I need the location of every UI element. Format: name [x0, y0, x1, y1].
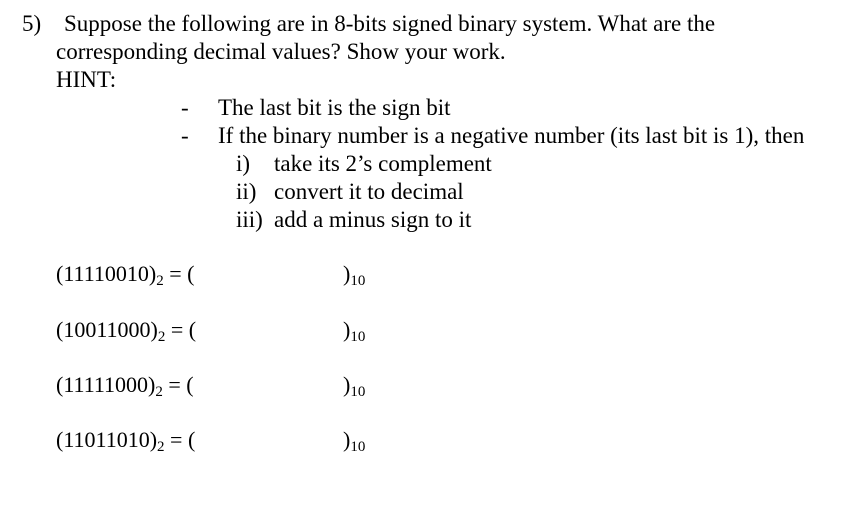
- problem-4-close: [343, 426, 365, 454]
- problem-4: [56, 426, 195, 454]
- problem-2: [56, 316, 196, 344]
- binary-value: (11110010): [56, 261, 157, 286]
- close-paren: ): [343, 261, 351, 286]
- question-number: 5): [22, 11, 42, 36]
- close-paren: ): [343, 427, 351, 452]
- equals-open: = (: [162, 372, 194, 397]
- hint-text-2: If the binary number is a negative number (its last bit is 1), then: [218, 123, 805, 148]
- step-text-1: take its 2’s complement: [274, 151, 492, 176]
- close-paren: ): [343, 372, 351, 397]
- base-out: 10: [350, 329, 366, 345]
- step-text-2: convert it to decimal: [274, 179, 464, 204]
- binary-value: (10011000): [56, 317, 158, 342]
- hint-text-1: The last bit is the sign bit: [218, 95, 451, 120]
- step-number-3: iii): [236, 207, 263, 232]
- equals-open: = (: [165, 317, 197, 342]
- question-text-line-1: Suppose the following are in 8-bits signed binary system. What are the: [64, 11, 716, 36]
- base-in: 2: [157, 329, 166, 345]
- step-number-2: ii): [236, 179, 257, 204]
- question-text-line-2: corresponding decimal values? Show your work.: [56, 39, 506, 64]
- problem-3: [56, 371, 194, 399]
- hint-dash-2: -: [181, 123, 189, 148]
- binary-value: (11111000): [56, 372, 156, 397]
- base-out: 10: [350, 384, 366, 400]
- base-in: 2: [155, 384, 163, 400]
- equals-open: = (: [164, 427, 196, 452]
- problem-2-close: [343, 316, 365, 344]
- problem-1: [56, 260, 194, 288]
- hint-dash-1: -: [181, 95, 189, 120]
- base-out: 10: [350, 273, 366, 289]
- close-paren: ): [343, 317, 351, 342]
- binary-value: (11011010): [56, 427, 158, 452]
- step-text-3: add a minus sign to it: [274, 207, 472, 232]
- base-out: 10: [350, 439, 366, 455]
- base-in: 2: [156, 273, 164, 289]
- hint-label: HINT:: [56, 67, 117, 92]
- problem-3-close: [343, 371, 365, 399]
- base-in: 2: [157, 439, 165, 455]
- equals-open: = (: [163, 261, 195, 286]
- problem-1-close: [343, 260, 365, 288]
- step-number-1: i): [236, 151, 251, 176]
